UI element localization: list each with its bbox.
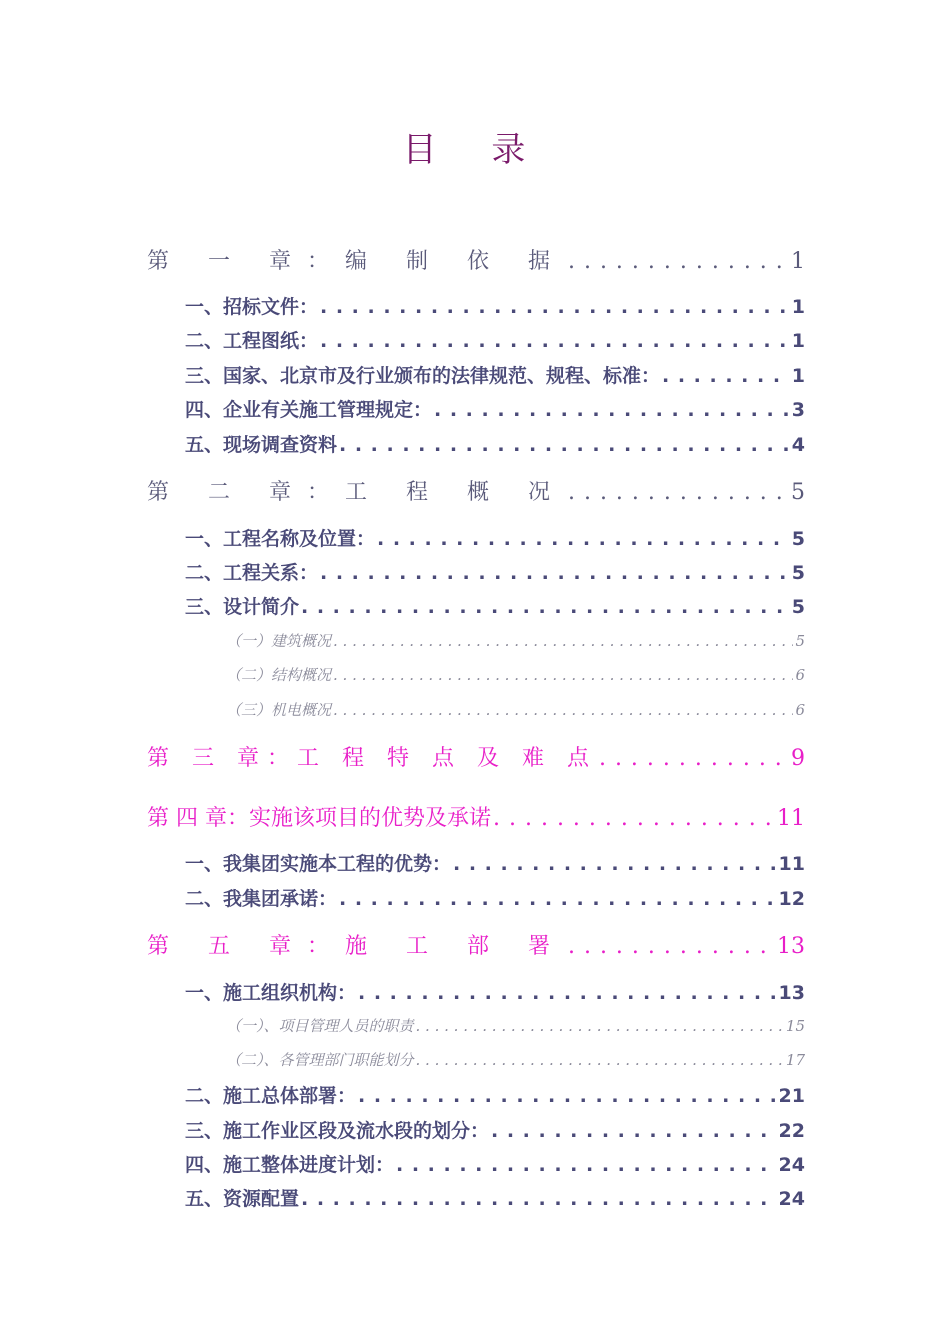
dot-leader [358,1085,777,1107]
toc-section-1-5[interactable] [185,430,805,457]
dot-leader [339,434,790,456]
dot-leader [416,1051,784,1069]
toc-chapter-4[interactable] [147,801,805,832]
toc-entry-label: 五、现场调查资料 [185,434,338,456]
toc-page-number: 5 [791,528,805,550]
toc-page-number: 1 [791,330,805,352]
toc-chapter-3[interactable] [147,741,805,772]
dot-leader [320,296,790,318]
toc-entry-label: 第 二 章：工 程 概 况 [147,480,566,505]
dot-leader [396,1154,777,1176]
toc-entry-label: 第 一 章：编 制 依 据 [147,249,566,274]
dot-leader [301,596,790,618]
toc-entry-label: 第 四 章：实施该项目的优势及承诺 [147,806,491,831]
toc-subsection-2-3-2[interactable] [226,664,805,685]
toc-chapter-5[interactable] [147,929,805,960]
toc-entry-label: 一、工程名称及位置： [185,528,376,550]
dot-leader [333,666,793,684]
toc-page-number: 5 [791,480,805,505]
toc-section-1-1[interactable] [185,292,805,319]
dot-leader [568,934,775,959]
toc-entry-label: （三）机电概况 [226,701,332,719]
toc-section-5-1[interactable] [185,978,805,1005]
toc-entry-label: 三、设计简介 [185,596,300,618]
toc-chapter-2[interactable] [147,475,805,506]
toc-page-number: 1 [791,249,805,274]
toc-subsection-5-1-1[interactable] [226,1015,805,1036]
toc-page-number: 17 [785,1051,805,1069]
toc-page-number: 5 [791,596,805,618]
toc-page-number: 13 [778,982,805,1004]
toc-entry-label: （一）建筑概况 [226,632,332,650]
dot-leader [568,249,789,274]
toc-page-number: 5 [791,562,805,584]
dot-leader [434,399,790,421]
toc-page-number: 1 [791,296,805,318]
toc-section-4-2[interactable] [185,884,805,911]
dot-leader [358,982,777,1004]
toc-entry-label: （二）结构概况 [226,666,332,684]
toc-section-5-3[interactable] [185,1116,805,1143]
toc-entry-label: 三、国家、北京市及行业颁布的法律规范、规程、标准： [185,365,661,387]
toc-entry-label: 四、施工整体进度计划： [185,1154,395,1176]
toc-subsection-5-1-2[interactable] [226,1049,805,1070]
toc-page-number: 11 [777,806,805,831]
toc-entry-label: 一、施工组织机构： [185,982,357,1004]
toc-page-number: 21 [778,1085,805,1107]
toc-section-2-1[interactable] [185,524,805,551]
toc-section-1-2[interactable] [185,326,805,353]
toc-page-number: 24 [778,1188,805,1210]
toc-page-number: 15 [785,1017,805,1035]
toc-section-2-2[interactable] [185,558,805,585]
toc-section-1-3[interactable] [185,361,805,388]
toc-entry-label: 二、工程图纸： [185,330,319,352]
toc-entry-label: 第 三 章：工 程 特 点 及 难 点 [147,746,597,771]
toc-section-2-3[interactable] [185,592,805,619]
dot-leader [333,701,793,719]
toc-entry-label: 二、我集团承诺： [185,888,338,910]
dot-leader [662,365,790,387]
toc-entry-label: 三、施工作业区段及流水段的划分： [185,1120,490,1142]
dot-leader [301,1188,777,1210]
toc-page-number: 13 [777,934,805,959]
dot-leader [568,480,789,505]
toc-chapter-1[interactable] [147,244,805,275]
toc-page-number: 3 [791,399,805,421]
toc-section-1-4[interactable] [185,395,805,422]
toc-entry-label: 二、工程关系： [185,562,319,584]
toc-entry-label: 第 五 章：施 工 部 署 [147,934,566,959]
dot-leader [453,853,777,875]
toc-entry-label: 一、我集团实施本工程的优势： [185,853,452,875]
toc-page-number: 12 [778,888,805,910]
toc-page-number: 9 [791,746,805,771]
toc-section-4-1[interactable] [185,849,805,876]
toc-section-5-4[interactable] [185,1150,805,1177]
toc-subsection-2-3-3[interactable] [226,699,805,720]
toc-page-number: 4 [791,434,805,456]
toc-entry-label: 二、施工总体部署： [185,1085,357,1107]
dot-leader [320,562,790,584]
toc-subsection-2-3-1[interactable] [226,630,805,651]
toc-entry-label: 五、资源配置 [185,1188,300,1210]
toc-page-number: 24 [778,1154,805,1176]
toc-page-number: 11 [778,853,805,875]
toc-page-number: 6 [795,666,805,684]
toc-page-number: 6 [795,701,805,719]
dot-leader [416,1017,784,1035]
toc-page-number: 1 [791,365,805,387]
toc-page-number: 22 [778,1120,805,1142]
toc-entry-label: （二）、各管理部门职能划分 [226,1051,414,1069]
toc-page-number: 5 [795,632,805,650]
toc-title: 目 录 [402,130,548,170]
toc-entry-label: 四、企业有关施工管理规定： [185,399,433,421]
dot-leader [377,528,790,550]
dot-leader [493,806,775,831]
dot-leader [599,746,789,771]
toc-section-5-5[interactable] [185,1184,805,1211]
dot-leader [491,1120,777,1142]
toc-entry-label: 一、招标文件： [185,296,319,318]
dot-leader [339,888,777,910]
dot-leader [320,330,790,352]
toc-entry-label: （一）、项目管理人员的职责 [226,1017,414,1035]
dot-leader [333,632,793,650]
toc-section-5-2[interactable] [185,1081,805,1108]
